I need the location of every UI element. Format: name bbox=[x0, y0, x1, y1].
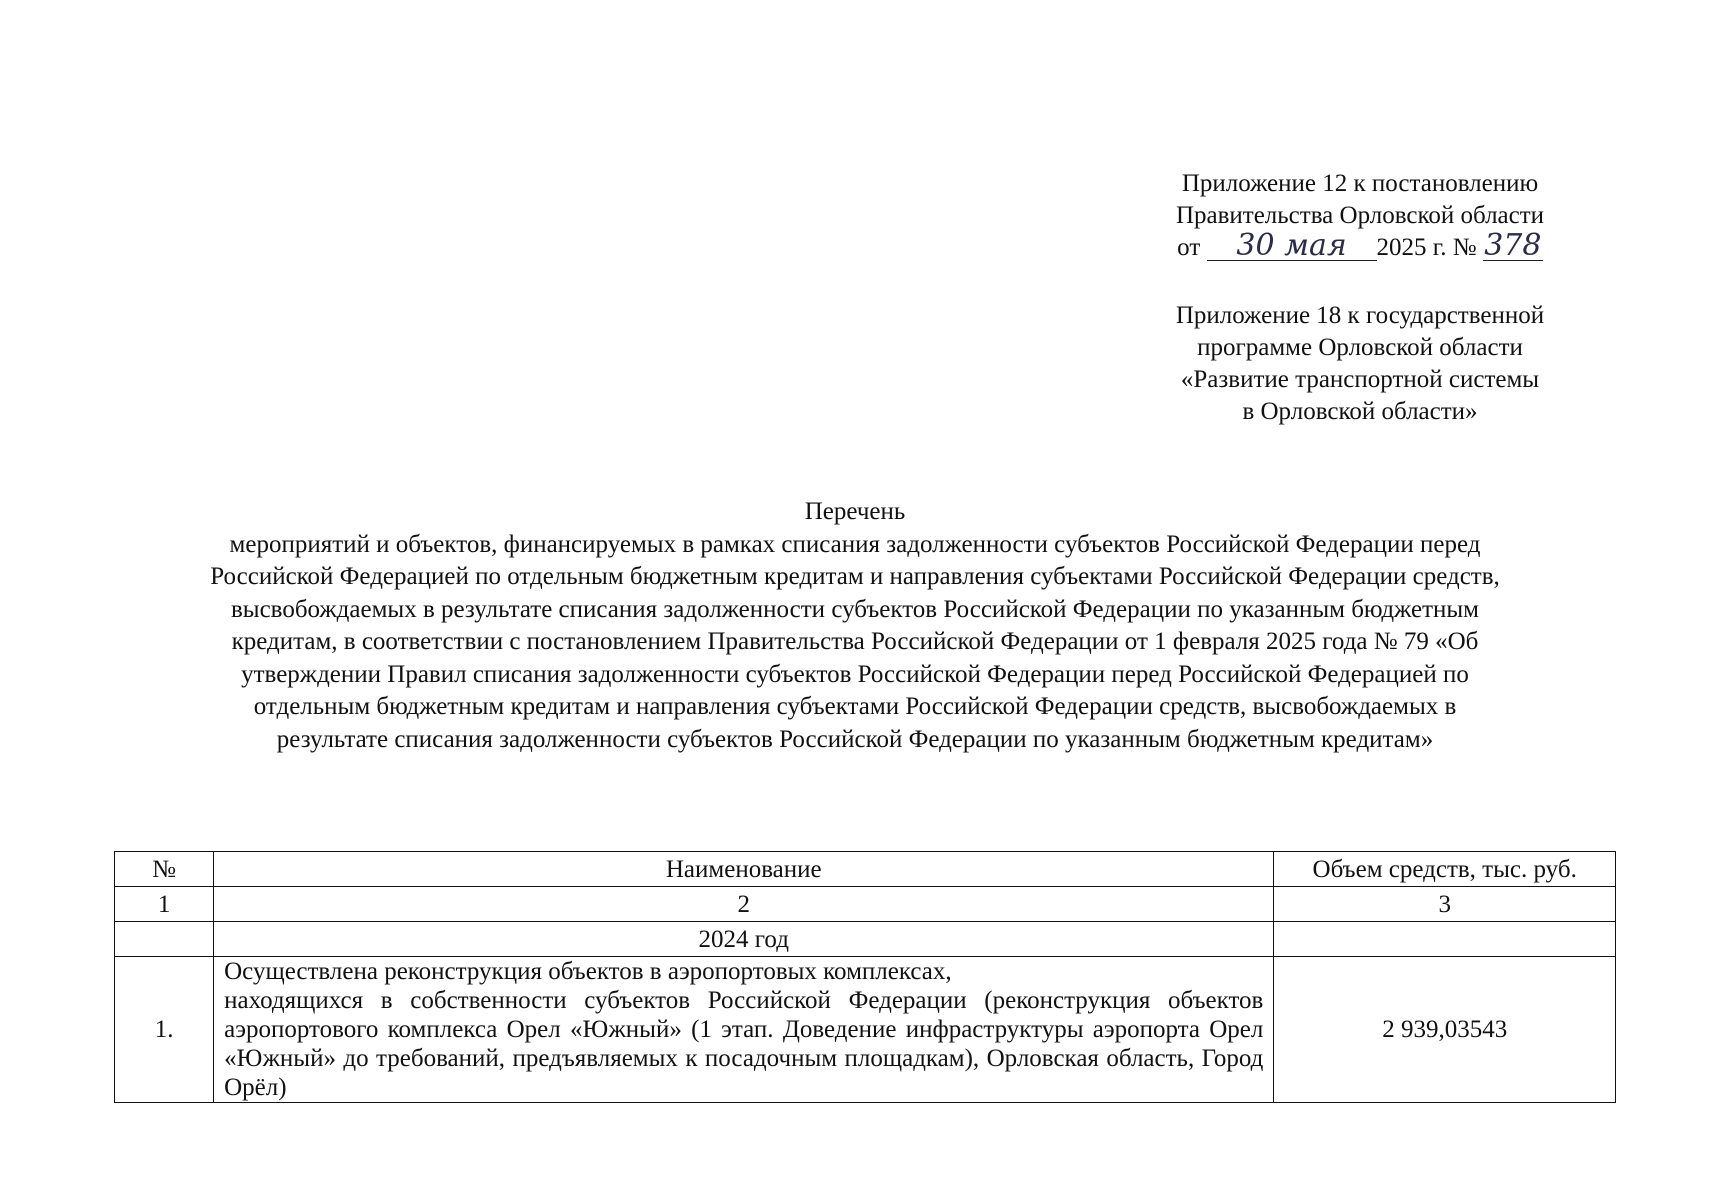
appendix-18-line4: в Орловской области» bbox=[1242, 398, 1478, 425]
appendix-12-date-line bbox=[1135, 228, 1585, 264]
handwritten-number: 378 bbox=[1484, 228, 1542, 263]
column-number-1: 1 bbox=[115, 887, 214, 922]
row-volume: 2 939,03543 bbox=[1274, 957, 1616, 1103]
appendix-18-header bbox=[1135, 300, 1585, 428]
title-line: результате списания задолженности субъектов Российской Федерации по указанным бюджетным кредитам» bbox=[276, 725, 1434, 753]
row-name-first-line: Осуществлена реконструкция объектов в аэропортовых комплексах, bbox=[224, 958, 952, 985]
title-heading: Перечень bbox=[804, 498, 906, 525]
header-volume: Объем средств, тыс. руб. bbox=[1274, 852, 1616, 887]
title-line: утверждении Правил списания задолженности субъектов Российской Федерации перед Российской Федерацией по bbox=[241, 660, 1469, 688]
year-number-label: 2025 г. № bbox=[1376, 234, 1477, 261]
appendix-12-line1: Приложение 12 к постановлению bbox=[1181, 170, 1539, 197]
header-number: № bbox=[115, 852, 214, 887]
column-number-3: 3 bbox=[1274, 887, 1616, 922]
document-title bbox=[110, 496, 1600, 756]
date-prefix: от bbox=[1177, 234, 1201, 261]
appendix-12-line2: Правительства Орловской области bbox=[1175, 202, 1545, 229]
row-number: 1. bbox=[115, 957, 214, 1103]
row-name bbox=[214, 957, 1274, 1103]
appendix-18-line2: программе Орловской области bbox=[1197, 334, 1523, 361]
year-row bbox=[115, 922, 1616, 957]
title-line: отдельным бюджетным кредитам и направления субъектами Российской Федерации средств, высвобождаемых в bbox=[253, 693, 1457, 720]
title-line: мероприятий и объектов, финансируемых в рамках списания задолженности субъектов Российской Федерации перед bbox=[229, 530, 1481, 558]
title-line: Российской Федерацией по отдельным бюджетным кредитам и направления субъектами Российской Федерации средств, bbox=[210, 563, 1500, 590]
header-name: Наименование bbox=[214, 852, 1274, 887]
table-row bbox=[115, 957, 1616, 1103]
appendix-12-header bbox=[1135, 168, 1585, 264]
year-row-number-cell bbox=[115, 922, 214, 957]
column-number-2: 2 bbox=[214, 887, 1274, 922]
year-row-volume-cell bbox=[1274, 922, 1616, 957]
column-number-row bbox=[115, 887, 1616, 922]
table-header-row bbox=[115, 852, 1616, 887]
title-line: кредитам, в соответствии с постановлением Правительства Российской Федерации от 1 февраля 2025 года № 79 «Об bbox=[231, 628, 1479, 655]
measures-table bbox=[114, 851, 1616, 1103]
title-line: высвобождаемых в результате списания задолженности субъектов Российской Федерации по указанным бюджетным bbox=[230, 595, 1480, 623]
handwritten-date: 30 мая bbox=[1207, 232, 1377, 261]
appendix-18-line1: Приложение 18 к государственной bbox=[1175, 302, 1545, 329]
row-name-rest: находящихся в собственности субъектов Российской Федерации (реконструкция объектов аэропортового комплекса Орел «Южный» (1 этап. Доведение инфраструктуры аэропорта Орел «Южный» до требований, предъявляемых к посадочным площадкам), Орловская область, Город Орёл) bbox=[224, 987, 1264, 1101]
year-label: 2024 год bbox=[214, 922, 1274, 957]
appendix-18-line3: «Развитие транспортной системы bbox=[1180, 366, 1540, 393]
